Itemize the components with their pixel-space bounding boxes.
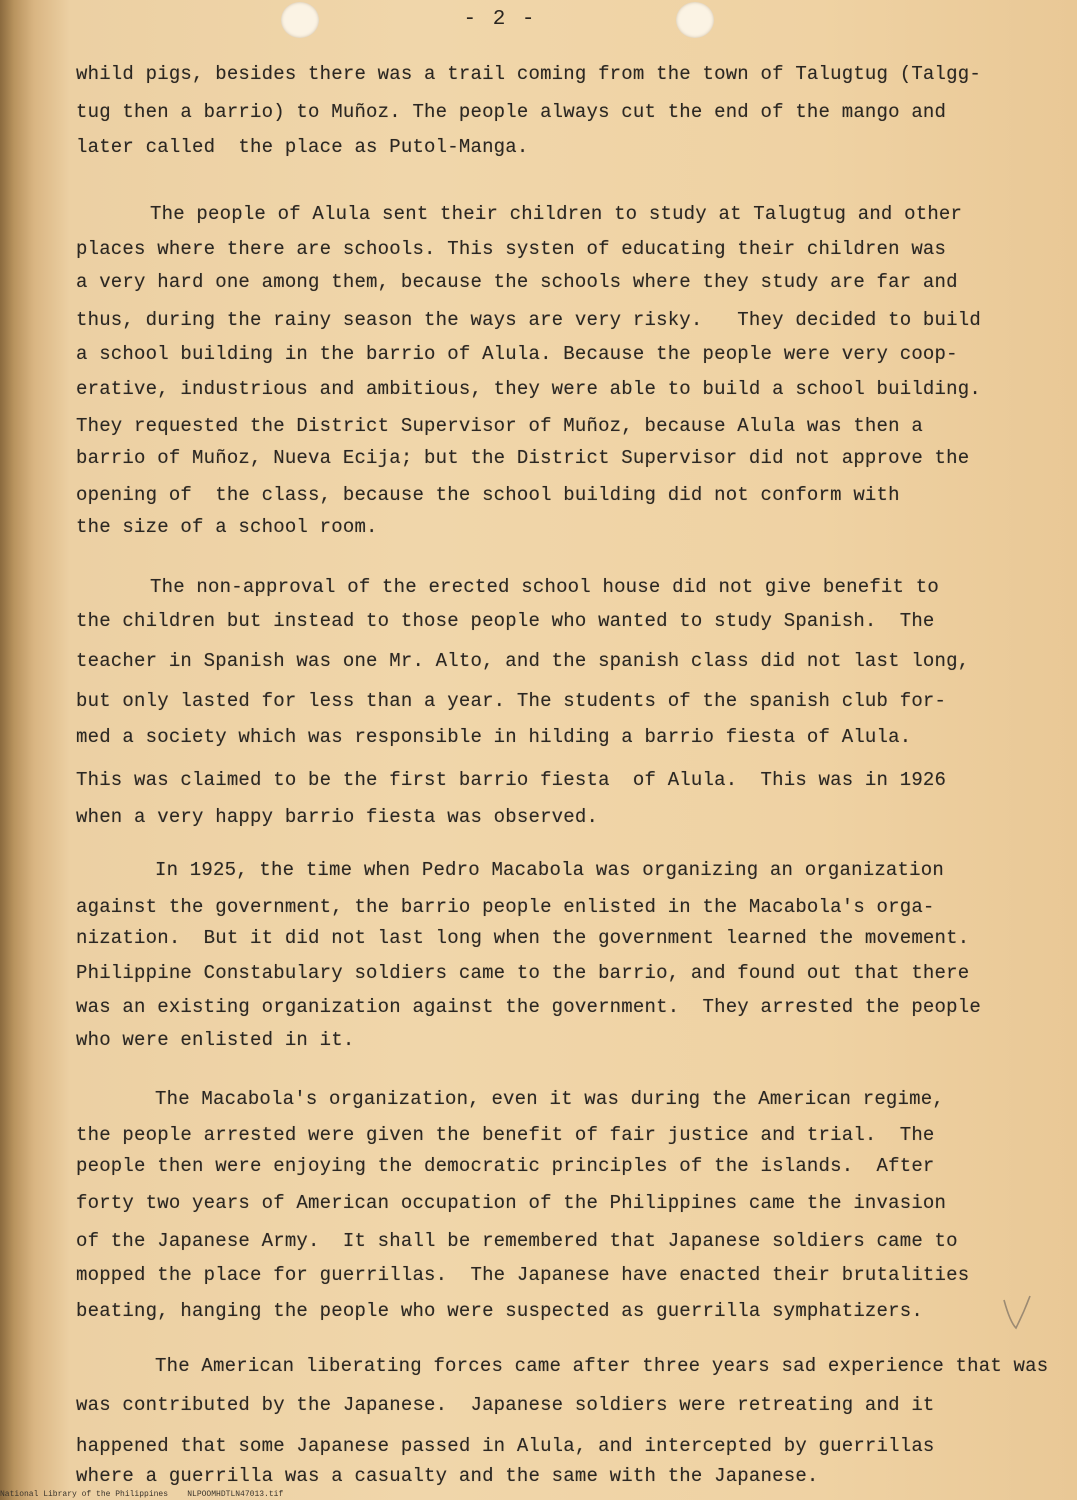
text-line: The people of Alula sent their children to study at Talugtug and other: [150, 203, 963, 225]
text-line: In 1925, the time when Pedro Macabola was organizing an organization: [155, 859, 944, 881]
text-line: of the Japanese Army. It shall be remembered that Japanese soldiers came to: [76, 1230, 958, 1252]
text-line: was contributed by the Japanese. Japanese soldiers were retreating and it: [76, 1394, 935, 1416]
text-line: later called the place as Putol-Manga.: [76, 136, 529, 158]
text-line: where a guerrilla was a casualty and the same with the Japanese.: [76, 1465, 819, 1487]
text-line: whild pigs, besides there was a trail coming from the town of Talugtug (Talgg-: [76, 63, 981, 85]
text-line: mopped the place for guerrillas. The Japanese have enacted their brutalities: [76, 1264, 970, 1286]
text-line: thus, during the rainy season the ways are very risky. They decided to build: [76, 309, 981, 331]
text-line: when a very happy barrio fiesta was observed.: [76, 806, 599, 828]
text-line: The American liberating forces came after three years sad experience that was: [155, 1355, 1049, 1377]
punch-hole-left: [281, 2, 319, 38]
text-line: opening of the class, because the school building did not conform with: [76, 484, 900, 506]
text-line: a very hard one among them, because the schools where they study are far and: [76, 271, 958, 293]
text-line: the size of a school room.: [76, 516, 378, 538]
page-number: - 2 -: [463, 8, 537, 31]
handwritten-check-mark: [1000, 1292, 1040, 1334]
text-line: who were enlisted in it.: [76, 1029, 355, 1051]
text-line: tug then a barrio) to Muñoz. The people always cut the end of the mango and: [76, 101, 947, 123]
text-line: happened that some Japanese passed in Alula, and intercepted by guerrillas: [76, 1435, 935, 1457]
text-line: places where there are schools. This systen of educating their children was: [76, 238, 947, 260]
text-line: The Macabola's organization, even it was during the American regime,: [155, 1088, 944, 1110]
text-line: the children but instead to those people who wanted to study Spanish. The: [76, 610, 935, 632]
text-line: but only lasted for less than a year. The students of the spanish club for-: [76, 690, 947, 712]
text-line: teacher in Spanish was one Mr. Alto, and the spanish class did not last long,: [76, 650, 970, 672]
archive-footer: National Library of the Philippines NLPOOMHDTLN47013.tif: [0, 1490, 284, 1499]
text-line: This was claimed to be the first barrio fiesta of Alula. This was in 1926: [76, 769, 947, 791]
text-line: They requested the District Supervisor of Muñoz, because Alula was then a: [76, 415, 923, 437]
text-line: was an existing organization against the government. They arrested the people: [76, 996, 981, 1018]
text-line: nization. But it did not last long when the government learned the movement.: [76, 927, 970, 949]
text-line: barrio of Muñoz, Nueva Ecija; but the District Supervisor did not approve the: [76, 447, 970, 469]
text-line: The non-approval of the erected school house did not give benefit to: [150, 576, 939, 598]
text-line: the people arrested were given the benefit of fair justice and trial. The: [76, 1124, 935, 1146]
text-line: against the government, the barrio people enlisted in the Macabola's orga-: [76, 896, 935, 918]
text-line: a school building in the barrio of Alula. Because the people were very coop-: [76, 343, 958, 365]
text-line: erative, industrious and ambitious, they were able to build a school building.: [76, 378, 981, 400]
punch-hole-right: [676, 2, 714, 38]
text-line: Philippine Constabulary soldiers came to the barrio, and found out that there: [76, 962, 970, 984]
text-line: med a society which was responsible in hilding a barrio fiesta of Alula.: [76, 726, 912, 748]
text-line: people then were enjoying the democratic principles of the islands. After: [76, 1155, 935, 1177]
text-line: forty two years of American occupation of the Philippines came the invasion: [76, 1192, 947, 1214]
text-line: beating, hanging the people who were suspected as guerrilla symphatizers.: [76, 1300, 923, 1322]
